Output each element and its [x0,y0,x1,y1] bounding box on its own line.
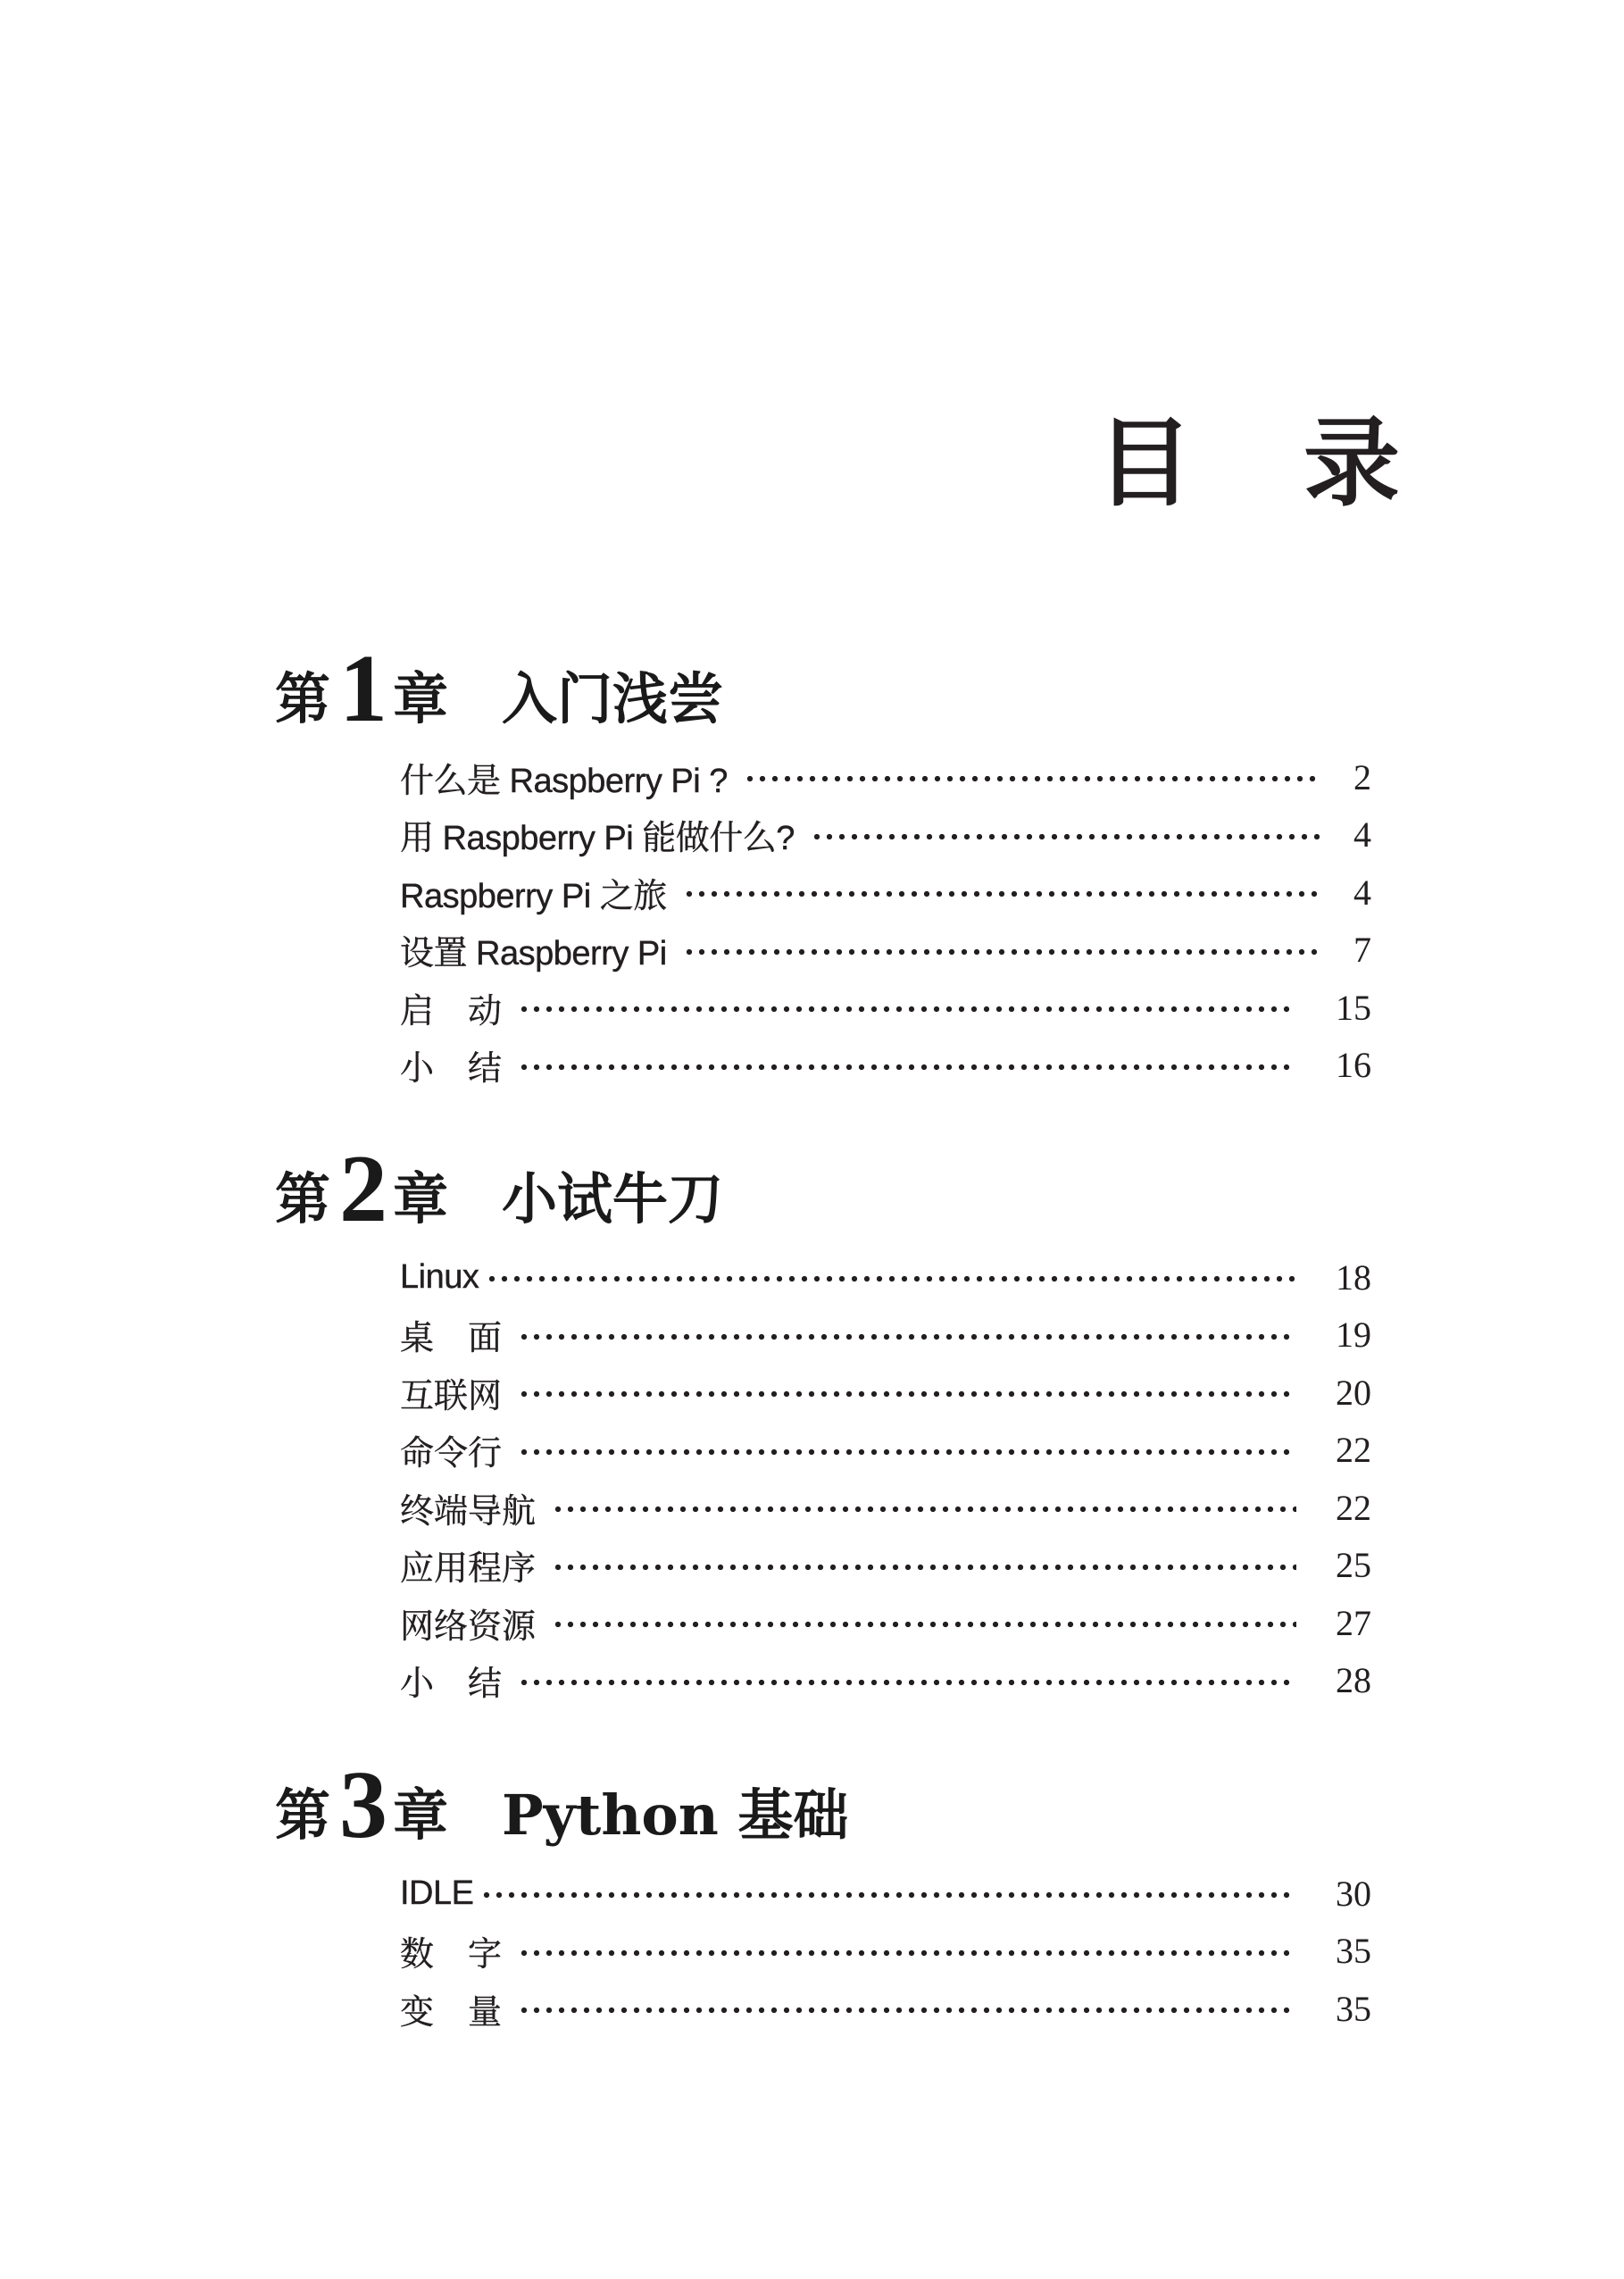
toc-entry-page: 22 [1336,1487,1371,1528]
dot-leader [552,1621,1296,1628]
dot-leader [744,775,1320,782]
toc-entry[interactable] [400,1306,1371,1365]
toc-entry[interactable] [400,1422,1371,1480]
chapter-number: 2 [339,1135,388,1242]
toc-entry-page: 20 [1336,1372,1371,1413]
dot-leader [811,833,1320,840]
dot-leader [518,2007,1296,2014]
chapter-number: 3 [339,1751,388,1858]
page-title [1096,406,1400,522]
dot-leader [480,1891,1296,1899]
page-title-char-2: 录 [1303,408,1400,520]
toc-entry[interactable] [400,1594,1371,1652]
chapter-suffix: 章 [393,1782,449,1848]
toc-entry-page: 18 [1336,1256,1371,1298]
toc-entry-page: 16 [1336,1045,1371,1086]
toc-entry-page: 2 [1353,756,1371,797]
toc-entry-page: 22 [1336,1430,1371,1471]
dot-leader [486,1275,1296,1282]
toc-entry-title: 变 量 [400,1993,503,2032]
toc-entry-title: 数 字 [400,1936,503,1974]
toc-entry[interactable] [400,1037,1371,1095]
dot-leader [518,1333,1296,1340]
toc-entry[interactable] [400,1652,1371,1710]
toc-entry-title: Linux [400,1257,479,1296]
toc-entry-title: 终端导航 [400,1492,537,1531]
dot-leader [518,1679,1296,1686]
toc-entry-title: 小 结 [400,1050,503,1089]
chapter-prefix: 第 [275,1166,331,1231]
toc-entry[interactable] [400,806,1371,864]
toc-entry[interactable] [400,864,1371,922]
chapter-3 [275,1741,1400,2038]
toc-entry[interactable] [400,1865,1371,1923]
toc-entries [400,1248,1371,1709]
toc-entry[interactable] [400,748,1371,806]
chapter-heading [275,1125,1400,1242]
chapter-2 [275,1125,1400,1709]
chapter-suffix: 章 [393,1166,449,1231]
chapter-heading [275,1741,1400,1858]
chapter-title: Python 基础 [502,1782,849,1848]
toc-entry-title: 网络资源 [400,1607,537,1646]
dot-leader [518,1006,1296,1013]
dot-leader [518,1064,1296,1071]
toc-entry-title: Raspberry Pi 之旅 [400,877,667,915]
toc-entry[interactable] [400,1980,1371,2038]
toc-entry[interactable] [400,1364,1371,1422]
toc-entry-page: 35 [1336,1931,1371,1972]
page-title-char-1: 目 [1096,408,1194,520]
toc-entry-page: 30 [1336,1873,1371,1914]
chapter-title: 小试牛刀 [502,1166,724,1231]
chapter-heading [275,625,1400,742]
toc-entry-page: 28 [1336,1660,1371,1701]
chapter-suffix: 章 [393,666,449,731]
toc-entries [400,1865,1371,2038]
toc-entry-page: 15 [1336,987,1371,1028]
toc-entry-title: IDLE [400,1874,474,1912]
toc-entry-title: 启 动 [400,992,503,1031]
chapter-prefix: 第 [275,1782,331,1848]
chapter-number: 1 [339,635,388,742]
toc-entry-page: 4 [1353,872,1371,913]
toc-entry-title: 什么是 Raspberry Pi ? [400,762,728,800]
toc-entry-title: 应用程序 [400,1550,537,1589]
toc-entry[interactable] [400,1923,1371,1981]
toc-entry-title: 命令行 [400,1435,503,1473]
toc-entry-page: 25 [1336,1545,1371,1586]
toc-entry-page: 4 [1353,814,1371,856]
dot-leader [518,1448,1296,1456]
toc-entry-title: 用 Raspberry Pi 能做什么? [400,820,795,858]
toc-entry-title: 小 结 [400,1665,503,1704]
dot-leader [518,1390,1296,1398]
toc-entry[interactable] [400,1537,1371,1595]
chapter-prefix: 第 [275,666,331,731]
dot-leader [518,1949,1296,1957]
toc-entry-page: 35 [1336,1988,1371,2029]
dot-leader [552,1564,1296,1571]
toc-entry[interactable] [400,1479,1371,1537]
dot-leader [683,948,1320,956]
chapter-title: 入门浅尝 [502,666,724,731]
chapter-1 [275,625,1400,1094]
toc-entry-page: 19 [1336,1315,1371,1356]
toc-entry-title: 互联网 [400,1377,503,1415]
toc-entries [400,748,1371,1094]
toc-entry-page: 7 [1353,930,1371,971]
dot-leader [552,1506,1296,1513]
toc-entry[interactable] [400,922,1371,980]
toc-entry-title: 设置 Raspberry Pi [400,935,667,973]
toc-entry[interactable] [400,1248,1371,1306]
toc-entry-title: 桌 面 [400,1320,503,1358]
dot-leader [683,890,1320,897]
toc-entry[interactable] [400,979,1371,1037]
toc-entry-page: 27 [1336,1602,1371,1643]
